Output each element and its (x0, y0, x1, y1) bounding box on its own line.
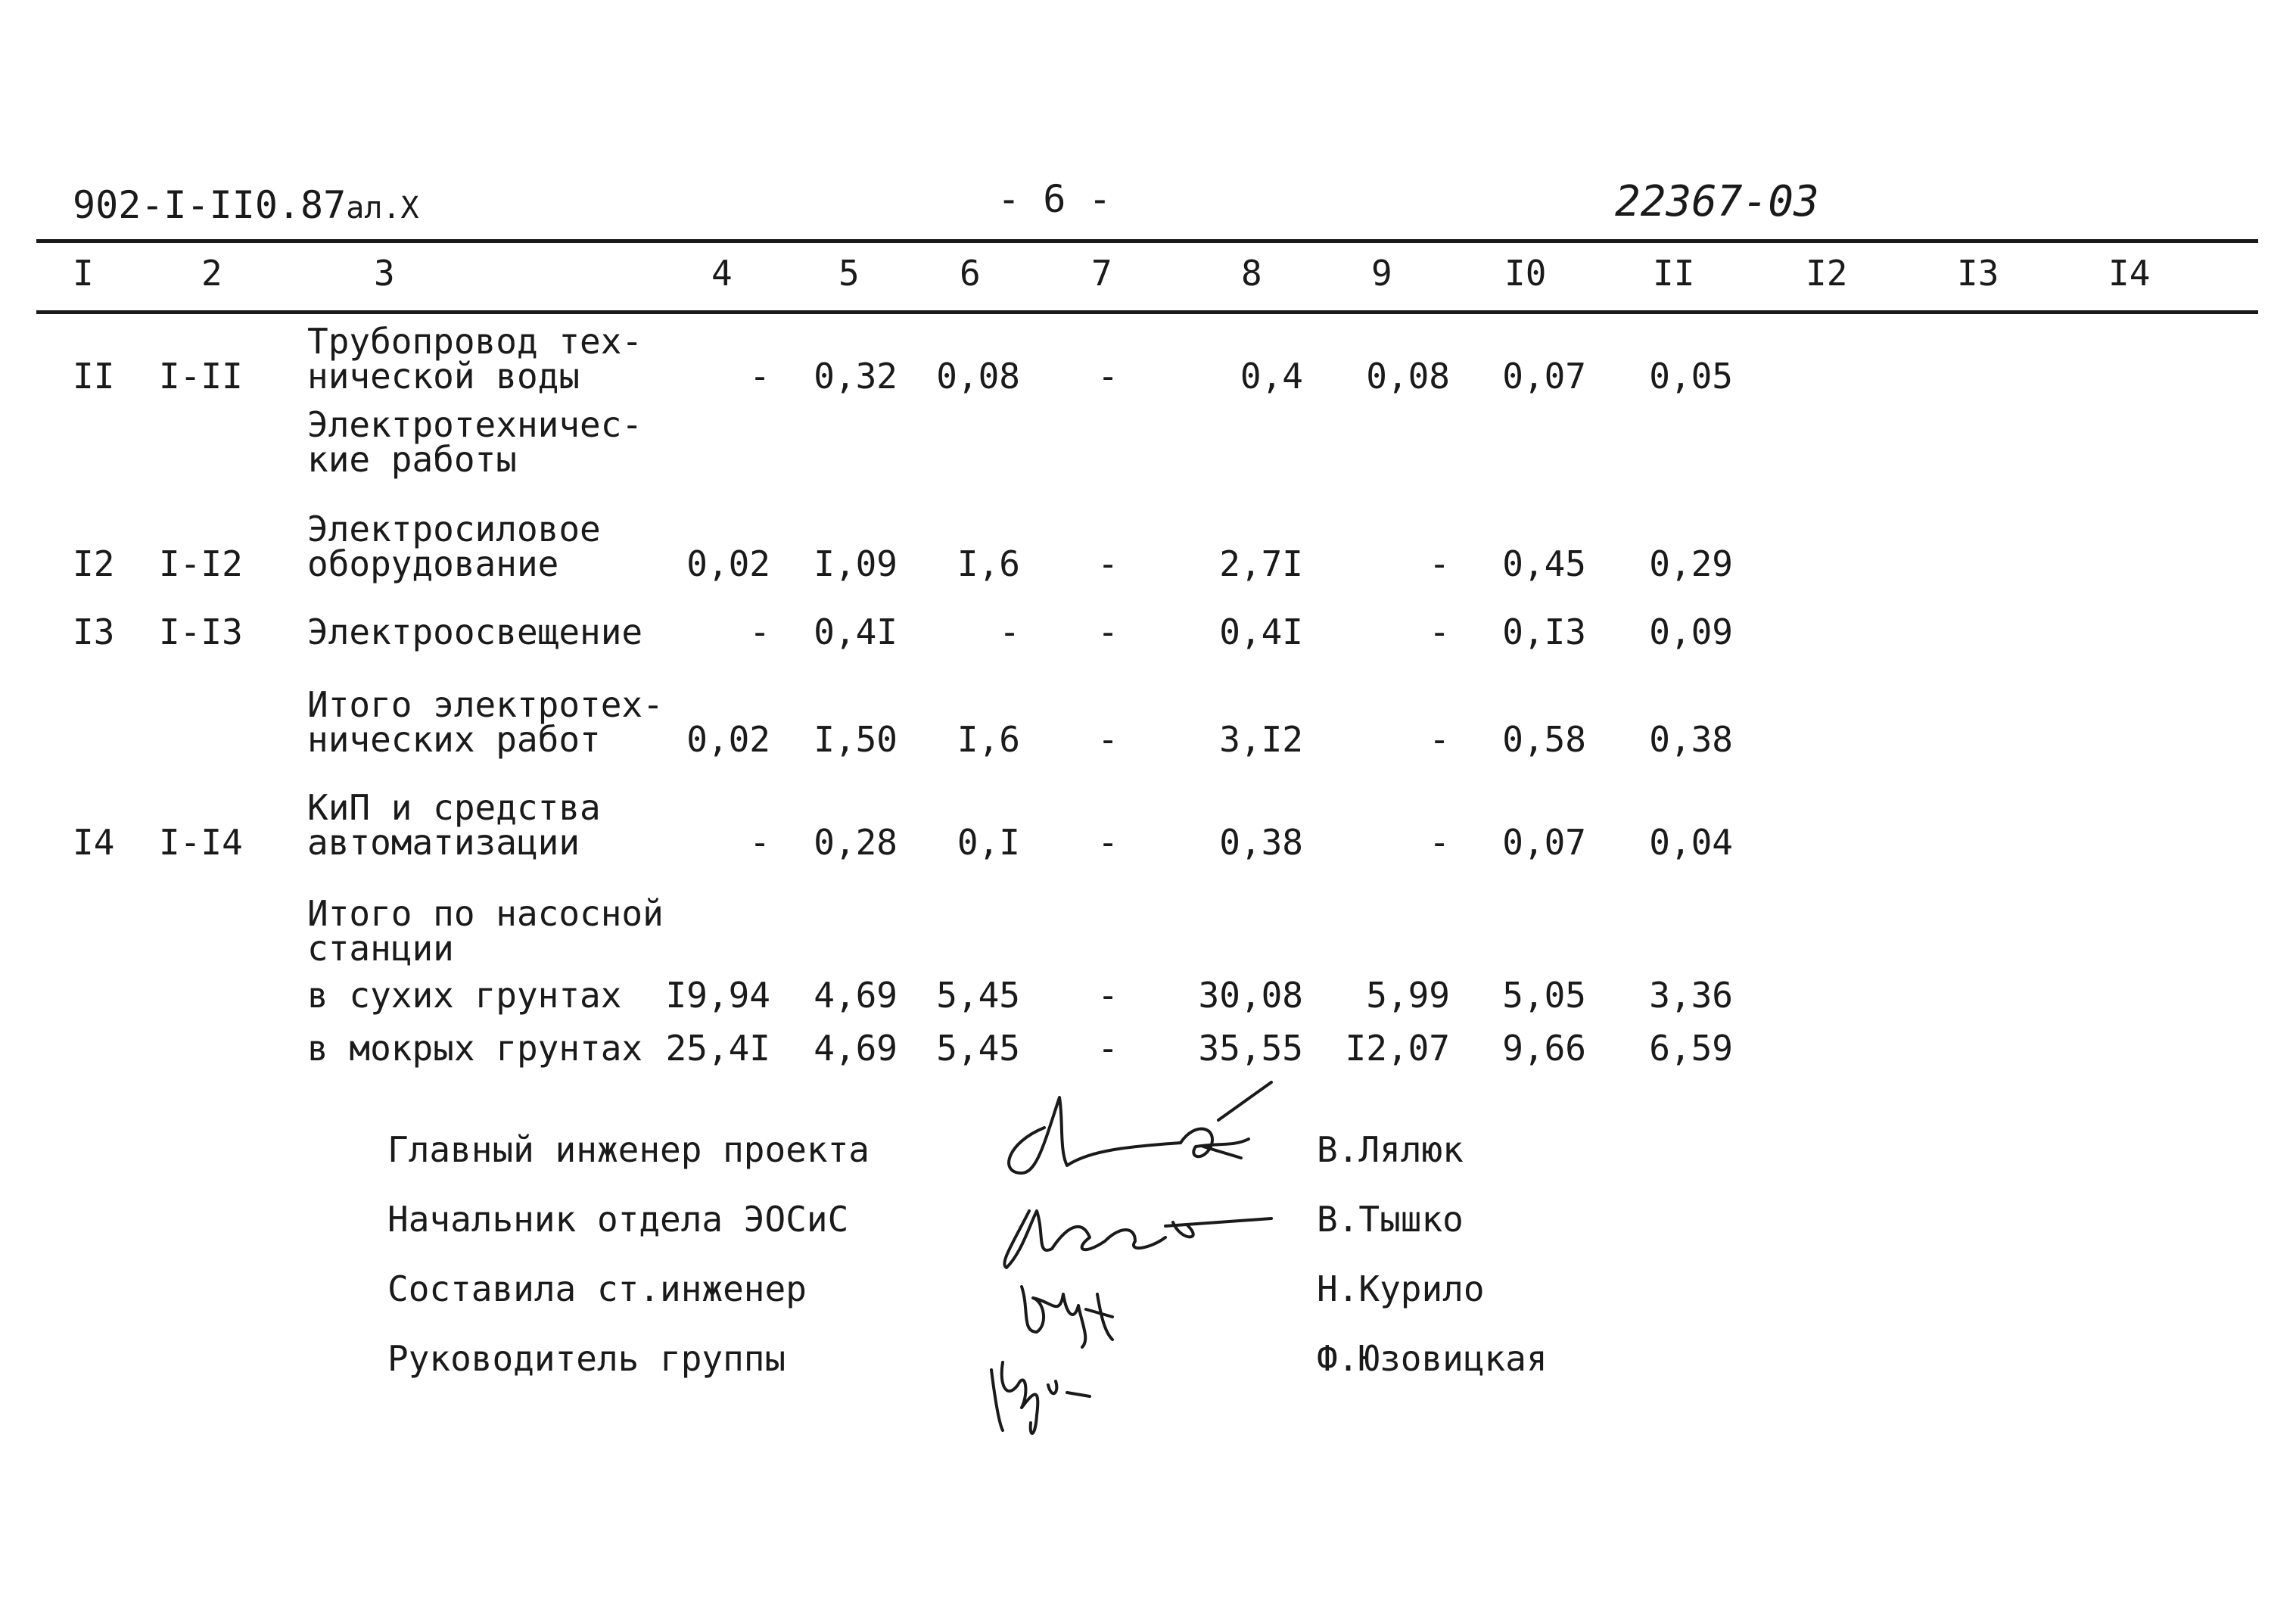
row-value-c6: 5,45 (936, 1028, 1020, 1069)
signature-role: Главный инженер проекта (387, 1129, 870, 1170)
row-value-c9: 5,99 (1366, 975, 1450, 1016)
header-rule (36, 310, 2258, 314)
row-value-c10: 0,07 (1502, 356, 1586, 397)
row-value-c4: I9,94 (665, 975, 770, 1016)
row-value-c10: 5,05 (1502, 975, 1586, 1016)
row-value-c8: 0,4 (1240, 356, 1303, 397)
row-value-c8: 0,38 (1219, 822, 1303, 863)
row-value-c6: I,6 (957, 719, 1020, 760)
column-header: II (1653, 253, 1695, 294)
project-code: 22367-03 (1615, 177, 1819, 226)
signature-role: Начальник отдела ЭОСиС (387, 1199, 849, 1240)
signature-role: Руководитель группы (387, 1338, 786, 1379)
row-value-c4: 0,02 (686, 543, 770, 584)
row-code: I-II (159, 356, 243, 397)
row-value-c8: 3,I2 (1219, 719, 1303, 760)
row-code: I-I2 (159, 543, 243, 584)
row-value-c7: - (1097, 975, 1118, 1016)
column-header: 4 (711, 253, 733, 294)
signature-4-icon (976, 1340, 1097, 1446)
row-name: Электротехничес- кие работы (307, 404, 643, 480)
row-value-c9: 0,08 (1366, 356, 1450, 397)
row-value-c11: 0,05 (1649, 356, 1733, 397)
row-name: КиП и средства автоматизации (307, 787, 601, 863)
row-value-c11: 6,59 (1649, 1028, 1733, 1069)
row-value-c5: 4,69 (814, 1028, 898, 1069)
row-code: I-I3 (159, 612, 243, 652)
row-value-c4: - (749, 612, 770, 652)
row-value-c7: - (1097, 543, 1118, 584)
column-header: 5 (838, 253, 860, 294)
doc-code (73, 183, 419, 227)
column-header: I (73, 253, 94, 294)
row-value-c5: 0,4I (814, 612, 898, 652)
column-header: I0 (1504, 253, 1547, 294)
row-value-c7: - (1097, 822, 1118, 863)
top-rule (36, 239, 2258, 243)
row-value-c6: I,6 (957, 543, 1020, 584)
row-value-c7: - (1097, 719, 1118, 760)
album-label: ал.X (346, 191, 419, 226)
row-value-c6: 0,08 (936, 356, 1020, 397)
row-value-c5: 4,69 (814, 975, 898, 1016)
column-header: 7 (1091, 253, 1112, 294)
row-value-c8: 2,7I (1219, 543, 1303, 584)
row-name: Итого электротех- нических работ (307, 684, 664, 760)
row-value-c5: I,50 (814, 719, 898, 760)
row-value-c11: 0,09 (1649, 612, 1733, 652)
row-value-c9: - (1429, 822, 1450, 863)
row-value-c7: - (1097, 1028, 1118, 1069)
row-value-c8: 30,08 (1198, 975, 1303, 1016)
row-number: I4 (73, 822, 115, 863)
row-value-c10: 0,45 (1502, 543, 1586, 584)
row-value-c10: 0,I3 (1502, 612, 1586, 652)
row-value-c6: 0,I (957, 822, 1020, 863)
doc-code-number: 902-I-II0.87 (73, 183, 347, 227)
column-header: I4 (2108, 253, 2151, 294)
row-value-c8: 35,55 (1198, 1028, 1303, 1069)
signature-name: Н.Курило (1317, 1268, 1485, 1309)
row-value-c7: - (1097, 356, 1118, 397)
row-value-c9: - (1429, 719, 1450, 760)
row-value-c6: - (999, 612, 1020, 652)
row-number: I2 (73, 543, 115, 584)
column-header: 2 (201, 253, 222, 294)
row-name: Трубопровод тех- нической воды (307, 321, 643, 397)
row-value-c11: 3,36 (1649, 975, 1733, 1016)
row-value-c5: 0,32 (814, 356, 898, 397)
row-value-c11: 0,04 (1649, 822, 1733, 863)
row-number: I3 (73, 612, 115, 652)
signature-name: Ф.Юзовицкая (1317, 1338, 1548, 1379)
row-name: Электросиловое оборудование (307, 509, 601, 584)
row-value-c10: 0,58 (1502, 719, 1586, 760)
signature-name: В.Лялюк (1317, 1129, 1464, 1170)
row-value-c5: 0,28 (814, 822, 898, 863)
row-value-c10: 9,66 (1502, 1028, 1586, 1069)
row-value-c5: I,09 (814, 543, 898, 584)
column-header: 6 (960, 253, 981, 294)
row-value-c11: 0,29 (1649, 543, 1733, 584)
row-number: II (73, 356, 115, 397)
row-value-c8: 0,4I (1219, 612, 1303, 652)
column-header: 8 (1241, 253, 1262, 294)
column-header: I2 (1806, 253, 1848, 294)
row-value-c7: - (1097, 612, 1118, 652)
row-name: в сухих грунтах (307, 975, 622, 1016)
column-header: 9 (1371, 253, 1392, 294)
row-code: I-I4 (159, 822, 243, 863)
row-value-c4: 0,02 (686, 719, 770, 760)
column-header: I3 (1957, 253, 1999, 294)
row-value-c11: 0,38 (1649, 719, 1733, 760)
row-value-c6: 5,45 (936, 975, 1020, 1016)
column-header: 3 (374, 253, 395, 294)
signature-role: Составила ст.инженер (387, 1268, 807, 1309)
row-value-c4: - (749, 822, 770, 863)
row-value-c9: - (1429, 612, 1450, 652)
row-name: Итого по насосной станции (307, 893, 664, 969)
row-value-c9: - (1429, 543, 1450, 584)
row-value-c10: 0,07 (1502, 822, 1586, 863)
row-value-c9: I2,07 (1345, 1028, 1450, 1069)
row-value-c4: 25,4I (665, 1028, 770, 1069)
row-name: Электроосвещение (307, 612, 643, 652)
signature-1-icon (991, 1075, 1279, 1196)
row-name: в мокрых грунтах (307, 1028, 643, 1069)
page-number: - 6 - (997, 177, 1112, 221)
signature-name: В.Тышко (1317, 1199, 1464, 1240)
row-value-c4: - (749, 356, 770, 397)
